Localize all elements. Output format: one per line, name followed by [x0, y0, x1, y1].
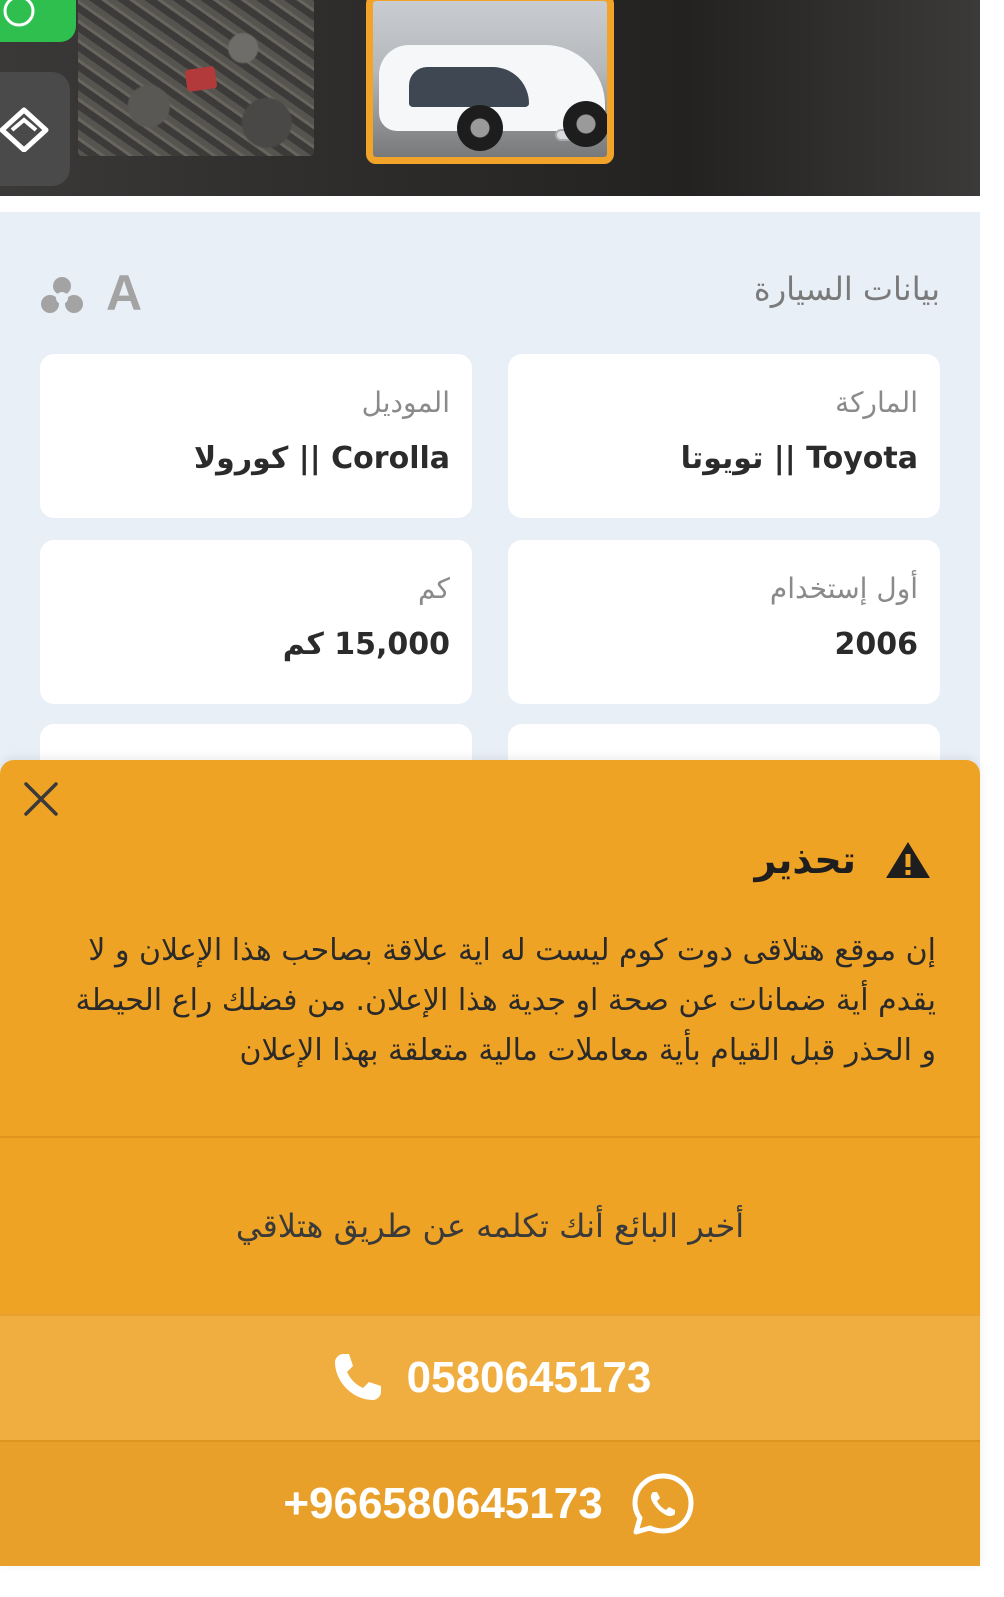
warning-icon [884, 840, 932, 880]
gallery-thumbnail-selected[interactable] [366, 0, 614, 164]
image-gallery[interactable] [0, 0, 980, 196]
field-card-make [508, 354, 940, 518]
phone-icon [329, 1350, 385, 1406]
section-title: بيانات السيارة [753, 270, 940, 308]
field-label: الموديل [361, 386, 450, 419]
translate-icon[interactable] [38, 272, 86, 318]
whatsapp-number[interactable]: +966580645173 [283, 1479, 603, 1528]
whatsapp-share-button[interactable] [0, 0, 76, 42]
close-icon[interactable] [22, 780, 60, 818]
warning-header [754, 838, 932, 882]
phone-number[interactable]: 0580645173 [406, 1353, 652, 1402]
warning-modal [0, 760, 980, 1566]
whatsapp-icon [629, 1470, 697, 1538]
field-label: أول إستخدام [769, 572, 918, 605]
field-card-first-use [508, 540, 940, 704]
whatsapp-icon [2, 0, 36, 28]
field-value: Toyota || تويوتا [680, 441, 918, 476]
call-button[interactable] [0, 1314, 980, 1440]
field-value: 2006 [834, 627, 918, 662]
field-value: 15,000 كم [282, 627, 450, 662]
car-data-section [0, 212, 980, 772]
whatsapp-button[interactable] [0, 1440, 980, 1566]
field-value: Corolla || كورولا [193, 441, 450, 476]
share-icon [0, 106, 50, 152]
field-card-model [40, 354, 472, 518]
warning-title: تحذير [754, 838, 856, 882]
tell-seller-text: أخبر البائع أنك تكلمه عن طريق هتلاقي [235, 1207, 745, 1245]
gallery-thumbnail-engine[interactable] [78, 0, 314, 156]
warning-text: إن موقع هتلاقى دوت كوم ليست له اية علاقة بصاحب هذا الإعلان و لا يقدم أية ضمانات عن صحة او جدية هذا الإعلان. من فضلك راع الحيطة و الحذر قبل القيام بأية معاملات مالية متعلقة بهذا الإعلان [75, 933, 936, 1068]
field-label: الماركة [835, 386, 918, 419]
share-button[interactable] [0, 72, 70, 186]
translate-letter[interactable]: A [106, 265, 143, 321]
field-card-km [40, 540, 472, 704]
field-label: كم [418, 572, 450, 605]
